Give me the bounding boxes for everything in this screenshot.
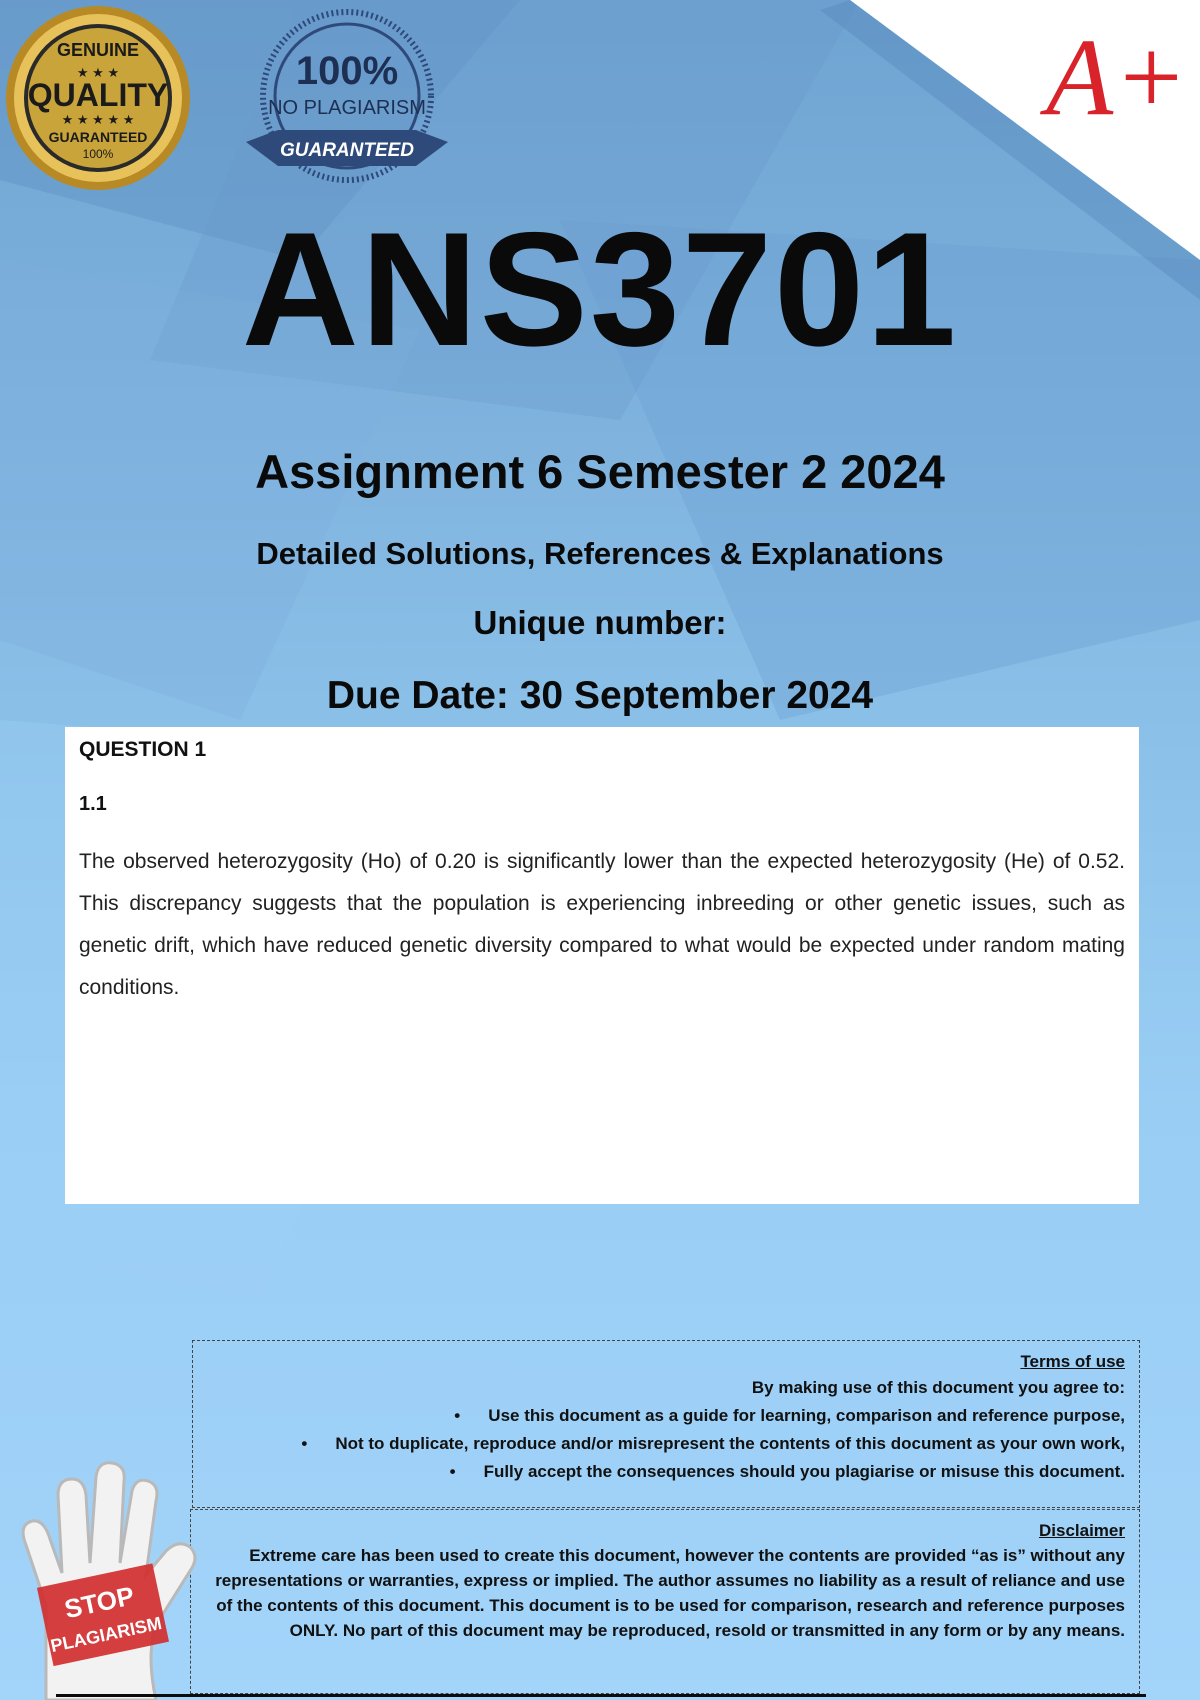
terms-item: • Not to duplicate, reproduce and/or misrepresent the contents of this document as your own work,	[301, 1434, 1125, 1453]
unique-number-label: Unique number:	[473, 604, 727, 641]
terms-item-text: Use this document as a guide for learning, comparison and reference purpose,	[488, 1406, 1125, 1425]
subtitle: Detailed Solutions, References & Explanations	[256, 536, 944, 571]
disclaimer-text: Extreme care has been used to create this document, however the contents are provided “as is” without any representations or warranties, express or implied. The author assumes no liability as a result of reliance and use of the contents of this document. This document is to be used for comparison, research and reference purposes ONLY. No part of this document may be reproduced, resold or transmitted in any form or by any means.	[215, 1546, 1125, 1640]
subquestion-number: 1.1	[79, 793, 107, 815]
terms-item: • Fully accept the consequences should you plagiarise or misuse this document.	[449, 1462, 1125, 1481]
terms-title: Terms of use	[1020, 1352, 1125, 1371]
a-plus-grade-mark	[1038, 4, 1198, 144]
due-date: Due Date: 30 September 2024	[326, 674, 874, 717]
disclaimer-box	[190, 1509, 1140, 1694]
terms-item: • Use this document as a guide for learning, comparison and reference purpose,	[454, 1406, 1125, 1425]
terms-item-text: Fully accept the consequences should you plagiarise or misuse this document.	[483, 1462, 1125, 1481]
svg-text:★ ★ ★: ★ ★ ★	[76, 65, 120, 80]
answer-content-box	[65, 727, 1139, 1204]
genuine-quality-badge	[2, 2, 194, 194]
stamp-guaranteed-text: GUARANTEED	[279, 140, 415, 161]
terms-item-text: Not to duplicate, reproduce and/or misrepresent the contents of this document as your own work,	[335, 1434, 1125, 1453]
badge-quality-text: QUALITY	[27, 77, 169, 113]
plagiarism-text: PLAGIARISM	[48, 1613, 164, 1657]
disclaimer-title: Disclaimer	[1039, 1521, 1125, 1540]
stamp-no-plagiarism-text: NO PLAGIARISM	[268, 97, 426, 119]
terms-intro: By making use of this document you agree to:	[751, 1378, 1125, 1397]
grade-text: A+	[1046, 16, 1188, 138]
bottom-rule	[56, 1694, 1146, 1697]
question-title: QUESTION 1	[79, 738, 207, 761]
assignment-title: Assignment 6 Semester 2 2024	[255, 445, 945, 498]
terms-list	[207, 1402, 1125, 1486]
no-plagiarism-stamp	[238, 4, 456, 188]
badge-guaranteed-text: GUARANTEED	[48, 129, 148, 145]
svg-text:★ ★ ★ ★ ★: ★ ★ ★ ★ ★	[61, 112, 135, 127]
badge-genuine-text: GENUINE	[56, 40, 140, 60]
answer-text: The observed heterozygosity (Ho) of 0.20 is significantly lower than the expected heterozygosity (He) of 0.52. This discrepancy suggests that the population is experiencing inbreeding or other genetic issues, such as genetic drift, which have reduced genetic diversity compared to what would be expected under random mating conditions.	[79, 850, 1125, 999]
stop-text: STOP	[61, 1580, 137, 1625]
course-code: ANS3701	[241, 199, 959, 380]
terms-of-use-box	[192, 1340, 1140, 1508]
stop-plagiarism-hand-image	[6, 1455, 234, 1700]
stamp-percent-text: 100%	[295, 49, 399, 93]
badge-percent-text: 100%	[82, 147, 114, 161]
